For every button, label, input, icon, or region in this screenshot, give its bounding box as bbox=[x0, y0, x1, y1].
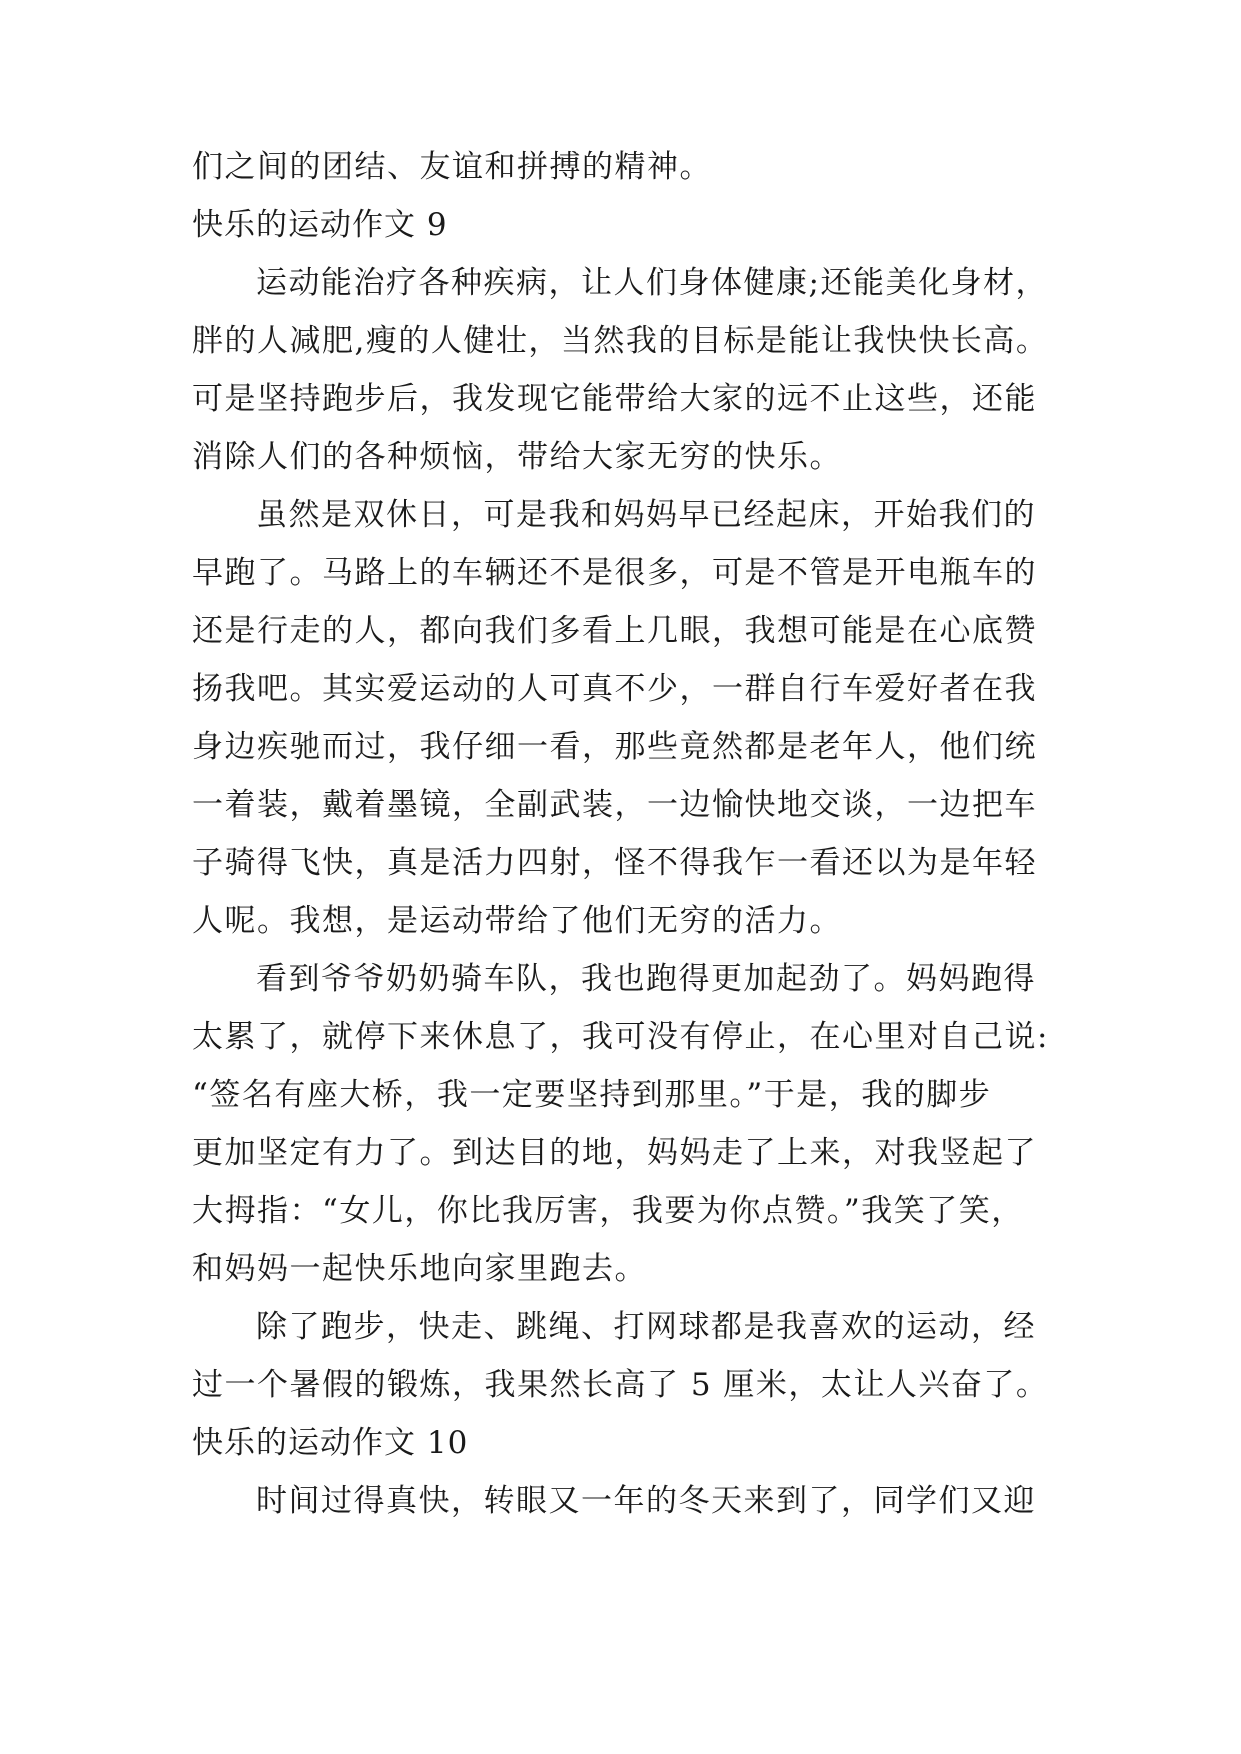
text-line: 一着装，戴着墨镜，全副武装，一边愉快地交谈，一边把车 bbox=[192, 787, 1037, 823]
text-line: 太累了，就停下来休息了，我可没有停止，在心里对自己说: bbox=[192, 1019, 1049, 1055]
text-line: 大拇指：“女儿，你比我厉害，我要为你点赞。”我笑了笑， bbox=[192, 1193, 1024, 1229]
text-line: 时间过得真快，转眼又一年的冬天来到了，同学们又迎 bbox=[256, 1483, 1036, 1519]
text-line: 看到爷爷奶奶骑车队，我也跑得更加起劲了。妈妈跑得 bbox=[256, 961, 1036, 997]
text-line: 过一个暑假的锻炼，我果然长高了 5 厘米，太让人兴奋了。 bbox=[192, 1367, 1049, 1403]
text-line: 除了跑步，快走、跳绳、打网球都是我喜欢的运动，经 bbox=[256, 1309, 1036, 1345]
text-line: “签名有座大桥，我一定要坚持到那里。”于是，我的脚步 bbox=[192, 1077, 992, 1113]
essay-heading: 快乐的运动作文 9 bbox=[192, 207, 448, 243]
text-line: 还是行走的人，都向我们多看上几眼，我想可能是在心底赞 bbox=[192, 613, 1037, 649]
text-line: 胖的人减肥,瘦的人健壮，当然我的目标是能让我快快长高。 bbox=[192, 323, 1049, 359]
text-line: 可是坚持跑步后，我发现它能带给大家的远不止这些，还能 bbox=[192, 381, 1037, 417]
text-line: 人呢。我想，是运动带给了他们无穷的活力。 bbox=[192, 903, 842, 939]
text-line: 消除人们的各种烦恼，带给大家无穷的快乐。 bbox=[192, 439, 842, 475]
text-line: 身边疾驰而过，我仔细一看，那些竟然都是老年人，他们统 bbox=[192, 729, 1037, 765]
text-line: 虽然是双休日，可是我和妈妈早已经起床，开始我们的 bbox=[256, 497, 1036, 533]
text-line: 早跑了。马路上的车辆还不是很多，可是不管是开电瓶车的 bbox=[192, 555, 1037, 591]
text-line: 运动能治疗各种疾病，让人们身体健康;还能美化身材， bbox=[256, 265, 1048, 301]
text-line: 和妈妈一起快乐地向家里跑去。 bbox=[192, 1251, 647, 1287]
essay-heading: 快乐的运动作文 10 bbox=[192, 1425, 469, 1461]
text-line: 子骑得飞快，真是活力四射，怪不得我乍一看还以为是年轻 bbox=[192, 845, 1037, 881]
text-line: 们之间的团结、友谊和拼搏的精神。 bbox=[192, 149, 712, 185]
text-line: 更加坚定有力了。到达目的地，妈妈走了上来，对我竖起了 bbox=[192, 1135, 1037, 1171]
text-line: 扬我吧。其实爱运动的人可真不少，一群自行车爱好者在我 bbox=[192, 671, 1037, 707]
